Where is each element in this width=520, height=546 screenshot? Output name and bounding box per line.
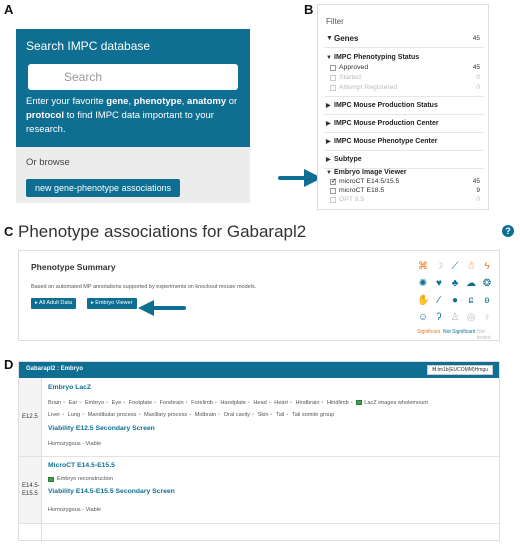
checkbox-checked[interactable] <box>330 179 336 185</box>
bullet-separator: • <box>185 400 190 406</box>
divider <box>324 132 484 133</box>
anatomy-term[interactable]: Embryo <box>84 400 105 406</box>
bullet-separator: • <box>63 400 67 406</box>
bullet-separator: • <box>106 400 110 406</box>
filter-group-phenotyping-status[interactable] <box>318 53 488 63</box>
anatomy-term[interactable]: Footplate <box>128 400 153 406</box>
divider <box>324 96 484 97</box>
anatomy-term[interactable]: Heart <box>274 400 288 406</box>
search-input[interactable] <box>28 64 238 90</box>
anatomy-row <box>48 400 428 406</box>
help-icon[interactable]: ? <box>502 225 514 237</box>
person-icon[interactable]: ♀ <box>483 312 491 323</box>
desc-sep: , <box>181 96 188 107</box>
microct-link[interactable]: MicroCT E14.5-E15.5 <box>48 462 115 469</box>
filter-group-production-center[interactable] <box>318 119 488 129</box>
kw-protocol: protocol <box>26 110 64 121</box>
filter-option-attempt-registered <box>318 83 488 93</box>
search-description <box>26 95 248 137</box>
filter-option-approved[interactable] <box>318 63 488 73</box>
anatomy-term[interactable]: Maxillary process <box>143 412 188 418</box>
search-panel <box>16 29 250 147</box>
browse-label: Or browse <box>26 157 70 168</box>
anatomy-term[interactable]: Forebrain <box>159 400 184 406</box>
search-title: Search IMPC database <box>26 39 151 53</box>
filter-group-label: Subtype <box>334 156 362 163</box>
kw-anatomy: anatomy <box>187 96 227 107</box>
legend-not-significant: Not Significant <box>443 329 476 335</box>
checkbox <box>330 85 336 91</box>
triangle-down-icon: ▼ <box>326 55 332 61</box>
filter-group-phenotype-center[interactable] <box>318 137 488 147</box>
filter-group-label: IMPC Mouse Production Status <box>334 102 438 109</box>
checkbox[interactable] <box>330 188 336 194</box>
divider <box>324 114 484 115</box>
moon-icon[interactable]: ☽ <box>434 261 444 272</box>
filter-group-label: IMPC Mouse Phenotype Center <box>334 138 438 145</box>
option-count: 45 <box>472 178 480 185</box>
anatomy-term[interactable]: Hindlimb <box>326 400 349 406</box>
option-label: Attempt Registered <box>339 84 398 91</box>
embryo-lacz-link[interactable]: Embryo LacZ <box>48 384 92 391</box>
anatomy-term[interactable]: Lung <box>67 412 81 418</box>
stage-label: E15.5 <box>22 491 38 497</box>
stage-label: E12.5 <box>22 414 38 420</box>
anatomy-term[interactable]: Oral cavity <box>223 412 251 418</box>
brain-icon[interactable]: ❂ <box>482 278 492 289</box>
kw-gene: gene <box>106 96 129 107</box>
allele-name: tm1b(EUCOMM)Hmgu <box>437 367 488 373</box>
browse-associations-button[interactable]: new gene-phenotype associations <box>26 179 180 197</box>
legend-significant: Significant <box>417 329 441 335</box>
checkbox[interactable] <box>330 65 336 71</box>
bullet-separator: • <box>270 412 274 418</box>
filter-option-opt <box>318 195 488 205</box>
anatomy-term[interactable]: Brain <box>48 400 62 406</box>
panel-letter-a: A <box>4 2 14 17</box>
option-count: 0 <box>476 196 480 203</box>
ear-icon[interactable]: ʚ <box>484 295 490 306</box>
filter-genes-count: 45 <box>472 35 480 42</box>
filter-group-label: IMPC Phenotyping Status <box>334 54 420 61</box>
filter-title: Filter <box>326 17 344 26</box>
option-count: 45 <box>472 64 480 71</box>
syringe-icon[interactable]: ⟋ <box>451 261 459 272</box>
triangle-down-icon: ▼ <box>326 35 333 42</box>
option-count: 9 <box>476 187 480 194</box>
option-label: microCT E14.5/15.5 <box>339 178 400 185</box>
allele-badge-h: H <box>432 367 437 373</box>
browse-panel <box>16 147 250 203</box>
panel-letter-b: B <box>304 2 314 17</box>
hearing-icon[interactable]: ʔ <box>436 312 442 323</box>
phenotype-summary-panel <box>18 250 500 341</box>
stage-label: E14.5- <box>22 483 40 489</box>
mouse-icon[interactable]: ɕ <box>468 295 474 306</box>
anatomy-term[interactable]: Mandibular process <box>87 412 137 418</box>
option-count: 0 <box>476 84 480 91</box>
bullet-separator: • <box>79 400 83 406</box>
filter-option-started <box>318 73 488 83</box>
anatomy-term[interactable]: Skin <box>257 412 269 418</box>
anatomy-term[interactable]: Ear <box>68 400 78 406</box>
bullet-separator: • <box>189 412 193 418</box>
panel-letter-c: C <box>4 224 14 239</box>
anatomy-term[interactable]: Head <box>253 400 267 406</box>
all-adult-data-button[interactable] <box>31 298 76 309</box>
divider <box>324 47 484 48</box>
bullet-separator: • <box>62 412 66 418</box>
people-icon[interactable]: ☃ <box>466 261 476 272</box>
bullet-separator: • <box>154 400 158 406</box>
bullet-separator: • <box>321 400 325 406</box>
desc-text: Enter your favorite <box>26 96 107 107</box>
anatomy-term[interactable]: Hindbrain <box>295 400 320 406</box>
anatomy-term[interactable]: Liver <box>48 412 61 418</box>
lightning-icon[interactable]: ϟ <box>484 261 490 272</box>
embryo-data-panel <box>18 361 500 541</box>
viability-e14-value: Homozygous - Viable <box>48 507 102 513</box>
image-icon[interactable] <box>48 477 54 482</box>
checkbox <box>330 75 336 81</box>
divider <box>19 456 499 457</box>
bullet-separator: • <box>247 400 252 406</box>
chevron-right-icon: ▸ <box>91 300 96 306</box>
triangle-right-icon: ▶ <box>326 121 331 127</box>
bullet-separator: • <box>286 412 290 418</box>
checkbox <box>330 197 336 203</box>
filter-group-genes[interactable] <box>318 34 488 44</box>
desc-text: to find IMPC data important to your research. <box>26 110 214 135</box>
bullet-separator: • <box>289 400 294 406</box>
divider <box>41 378 42 542</box>
kw-phenotype: phenotype <box>133 96 182 107</box>
anatomy-term[interactable]: Tail somite group <box>291 412 335 418</box>
option-label: Started <box>339 74 361 81</box>
legend-not-tested: Not tested <box>477 329 491 341</box>
stage-cell <box>19 457 41 523</box>
triangle-right-icon: ▶ <box>326 157 331 163</box>
arrow-shaft <box>150 306 186 310</box>
muscle-icon[interactable]: ♣ <box>451 278 459 289</box>
summary-title: Phenotype Summary <box>31 262 116 272</box>
option-label: Approved <box>339 64 369 71</box>
allele-badge <box>427 365 493 375</box>
triangle-right-icon: ▶ <box>326 139 331 145</box>
anatomy-term[interactable]: Tail <box>276 412 285 418</box>
filter-panel <box>317 4 489 210</box>
anatomy-term[interactable]: Eye <box>111 400 122 406</box>
viability-e12-value: Homozygous - Viable <box>48 441 102 447</box>
drop-icon[interactable]: ● <box>451 295 459 306</box>
desc-sep: , <box>128 96 134 107</box>
button-label: All Adult Data <box>39 300 73 306</box>
embryo-header <box>19 362 499 378</box>
filter-group-label: IMPC Mouse Production Center <box>334 120 439 127</box>
option-label: OPT 9.5 <box>339 196 365 203</box>
panel-letter-d: D <box>4 357 14 372</box>
option-count: 0 <box>476 74 480 81</box>
summary-description: Based on automated MP annotations supported by experiments on knockout mouse models. <box>31 284 257 290</box>
option-label: microCT E18.5 <box>339 187 385 194</box>
bullet-separator: • <box>214 400 219 406</box>
bullet-separator: • <box>123 400 127 406</box>
anatomy-term[interactable]: Midbrain <box>194 412 217 418</box>
desc-sep: or <box>226 96 238 107</box>
page-title: Phenotype associations for Gabarapl2 <box>18 222 307 241</box>
triangle-right-icon: ▶ <box>326 103 331 109</box>
embryo-viewer-button[interactable] <box>87 298 137 309</box>
face-icon[interactable]: ☺ <box>417 312 429 323</box>
bullet-separator: • <box>252 412 256 418</box>
anatomy-term[interactable]: Handplate <box>220 400 246 406</box>
filter-group-subtype[interactable] <box>318 155 488 165</box>
bell-icon[interactable]: ♙ <box>450 312 460 323</box>
bullet-separator: • <box>350 400 355 406</box>
heart-icon[interactable]: ♥ <box>436 278 442 289</box>
lungs-icon[interactable]: ☁ <box>466 278 476 289</box>
button-label: Embryo Viewer <box>95 300 133 306</box>
stage-cell <box>19 378 41 456</box>
image-icon[interactable] <box>356 400 362 405</box>
anatomy-term[interactable]: Forelimb <box>191 400 213 406</box>
viability-e12-link[interactable]: Viability E12.5 Secondary Screen <box>48 425 155 432</box>
bullet-separator: • <box>268 400 273 406</box>
filter-group-label: Embryo Image Viewer <box>334 169 407 176</box>
divider <box>324 150 484 151</box>
divider <box>19 523 499 524</box>
filter-genes-label: Genes <box>334 34 359 43</box>
bone-icon[interactable]: ⁄ <box>438 295 440 306</box>
skeleton-icon[interactable]: ⌘ <box>418 261 428 272</box>
hand-icon[interactable]: ✋ <box>417 295 430 306</box>
stomach-icon[interactable]: ◎ <box>466 312 476 323</box>
embryo-reconstruction-link[interactable]: Embryo reconstruction <box>57 476 113 482</box>
sun-icon[interactable]: ✺ <box>418 278 428 289</box>
bullet-separator: • <box>138 412 142 418</box>
viability-e14-link[interactable]: Viability E14.5-E15.5 Secondary Screen <box>48 488 175 495</box>
lacz-images-link[interactable]: LacZ images wholemount <box>364 400 428 406</box>
filter-group-production-status[interactable] <box>318 101 488 111</box>
bullet-separator: • <box>82 412 86 418</box>
triangle-down-icon: ▼ <box>326 170 332 176</box>
embryo-header-title: Gabarapl2 : Embryo <box>26 366 84 372</box>
anatomy-row <box>48 412 336 418</box>
chevron-right-icon: ▸ <box>35 300 39 306</box>
bullet-separator: • <box>218 412 222 418</box>
